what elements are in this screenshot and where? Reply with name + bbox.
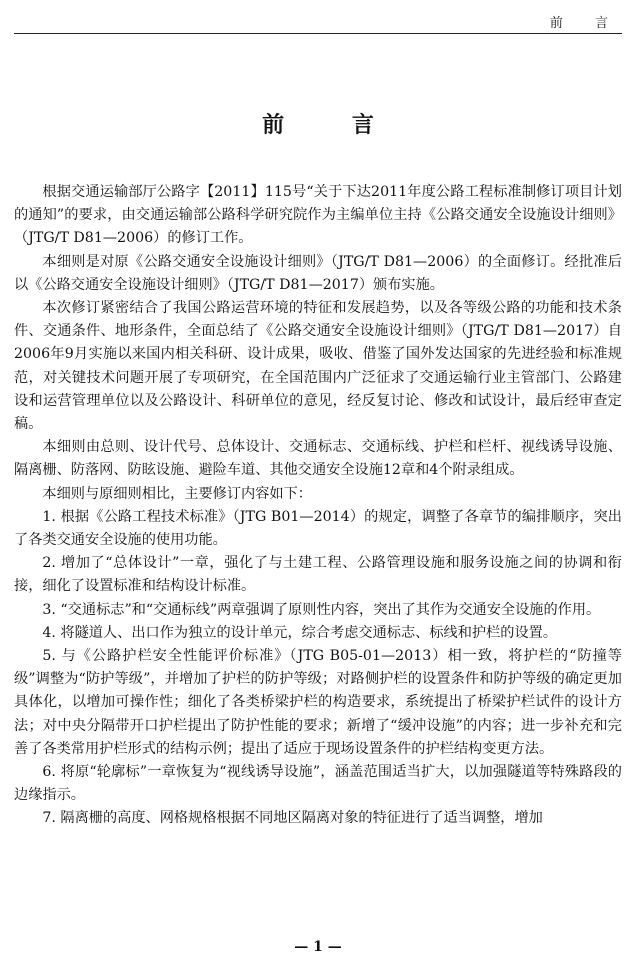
page-title: 前 言 bbox=[262, 112, 404, 138]
paragraph: 本细则由总则、设计代号、总体设计、交通标志、交通标线、护栏和栏杆、视线诱导设施、隔离栅、防落网、防眩设施、避险车道、其他交通安全设施12章和4个附录组成。 bbox=[14, 439, 622, 479]
list-item: 3. “交通标志”和“交通标线”两章强调了原则性内容，突出了其作为交通安全设施的作用。 bbox=[42, 601, 601, 618]
list-item: 2. 增加了“总体设计”一章，强化了与土建工程、公路管理设施和服务设施之间的协调和衔接，细化了设置标准和结构设计标准。 bbox=[14, 555, 622, 595]
page-number: — 1 — bbox=[294, 939, 342, 955]
paragraph: 本细则是对原《公路交通安全设施设计细则》（JTG/T D81—2006）的全面修订。经批准后以《公路交通安全设施设计细则》（JTG/T D81—2017）颁布实施。 bbox=[14, 253, 622, 293]
list-item: 4. 将隧道人、出口作为独立的设计单元，综合考虑交通标志、标线和护栏的设置。 bbox=[42, 624, 558, 641]
list-item: 5. 与《公路护栏安全性能评价标准》（JTG B05-01—2013）相一致，将护栏的“防撞等级”调整为“防护等级”，并增加了护栏的防护等级；对路侧护栏的设置条件和防护等级的确定更加具体化，以增加可操作性；细化了各类桥梁护栏的构造要求，系统提出了桥梁护栏试件的设计方法；对中央分隔带开口护栏提出了防护性能的要求；新增了“缓冲设施”的内容；进一步补充和完善了各类常用护栏形式的结构示例；提出了适应于现场设置条件的护栏结构变更方法。 bbox=[14, 648, 622, 757]
list-item: 7. 隔离栅的高度、网格规格根据不同地区隔离对象的特征进行了适当调整，增加 bbox=[42, 810, 543, 827]
paragraph: 本细则与原细则相比，主要修订内容如下： bbox=[42, 485, 312, 502]
header-rule bbox=[14, 33, 622, 34]
paragraph: 根据交通运输部厅公路字【2011】115号“关于下达2011年度公路工程标准制修订项目计划的通知”的要求，由交通运输部公路科学研究院作为主编单位主持《公路交通安全设施设计细则》（JTG/T D81—2006）的修订工作。 bbox=[14, 184, 622, 247]
list-item: 6. 将原“轮廓标”一章恢复为“视线诱导设施”，涵盖范围适当扩大，以加强隧道等特殊路段的边缘指示。 bbox=[14, 764, 622, 804]
paragraph: 本次修订紧密结合了我国公路运营环境的特征和发展趋势，以及各等级公路的功能和技术条件、交通条件、地形条件，全面总结了《公路交通安全设施设计细则》（JTG/T D81—2017）自2006年9月实施以来国内相关科研、设计成果，吸收、借鉴了国外发达国家的先进经验和标准规范，对关键技术问题开展了专项研究，在全国范围内广泛征求了交通运输行业主管部门、公路建设和运营管理单位以及公路设计、科研单位的意见，经反复讨论、修改和试设计，最后经审查定稿。 bbox=[14, 300, 622, 433]
list-item: 1. 根据《公路工程技术标准》（JTG B01—2014）的规定，调整了各章节的编排顺序，突出了各类交通安全设施的使用功能。 bbox=[14, 508, 622, 549]
body-text bbox=[14, 181, 622, 831]
running-header: 前 言 bbox=[549, 16, 622, 31]
